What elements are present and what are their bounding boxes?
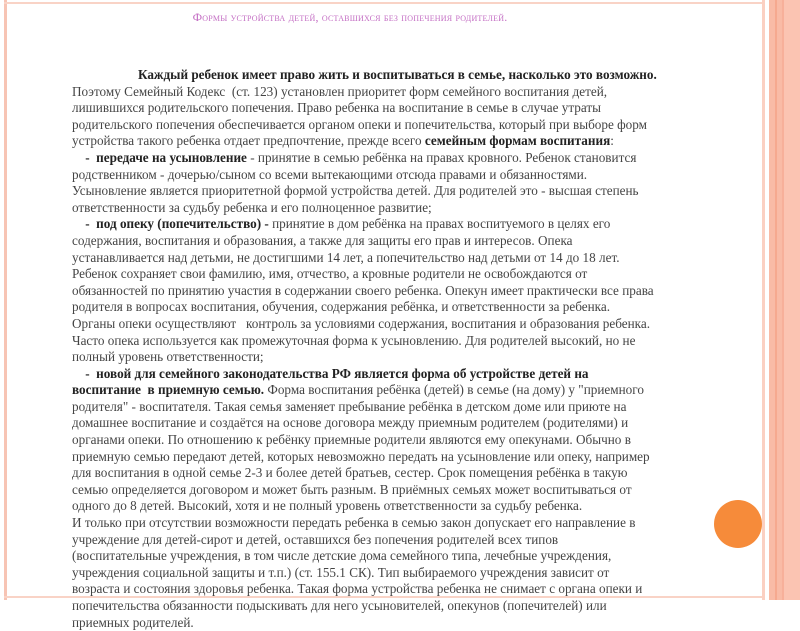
text: устройства такого ребенка отдает предпочтение, прежде всего	[72, 133, 425, 149]
text: домашнее воспитание и создаётся на основе договора между приемным родителем (родителями) и	[72, 415, 629, 431]
text: принятие в дом ребёнка на правах воспитуемого в целях его	[268, 216, 611, 232]
text	[72, 67, 138, 82]
text: И только при отсутствии возможности передать ребенка в семью закон допускает его направление в	[72, 515, 636, 531]
text-line	[72, 366, 732, 383]
text-line	[72, 482, 732, 499]
text-line	[72, 598, 732, 615]
bold-text: - новой для семейного законодательства РФ является форма об устройстве детей на	[72, 365, 589, 381]
text-line	[72, 382, 732, 399]
text-line	[72, 349, 732, 366]
text-line	[72, 299, 732, 316]
text-line	[72, 233, 732, 250]
text-line	[72, 333, 732, 350]
text-line	[72, 200, 732, 217]
text: (воспитательные учреждения, в том числе детские дома семейного типа, лечебные учреждения,	[72, 548, 612, 564]
text: возраста и состояния здоровья ребенка. Такая форма устройства ребенка не снимает с органа опеки и	[72, 581, 643, 597]
bold-text: Каждый ребенок имеет право жить и воспитываться в семье, насколько это возможно.	[137, 67, 657, 82]
text: родителя" - воспитателя. Такая семья заменяет пребывание ребёнка в детском доме или приюте на	[72, 398, 627, 414]
text: родственником - дочерью/сыном со всеми вытекающими отсюда правами и обязанностями.	[72, 166, 588, 182]
text: семью определяется договором и может быть разным. В приёмных семьях может воспитываться от	[72, 481, 632, 497]
text: устанавливается над детьми, не достигшими 14 лет, а попечительство над детьми от 14 до 18 лет.	[72, 249, 620, 265]
slide-title: Формы устройства детей, оставшихся без попечения родителей.	[192, 10, 508, 24]
text: обязанностей по принятию участия в содержании своего ребенка. Опекун имеет практически все права	[72, 282, 654, 298]
text: приемную семью передают детей, которых невозможно передать на усыновление или опеку, например	[72, 448, 650, 464]
text: приемных родителей.	[72, 614, 194, 630]
text-line	[72, 84, 732, 101]
text-line	[72, 183, 732, 200]
text-line	[72, 316, 732, 333]
text-line	[72, 117, 732, 134]
text-line	[72, 283, 732, 300]
text: ответственности за судьбу ребенка и его полноценное развитие;	[72, 199, 432, 215]
slide-frame-left	[4, 0, 7, 600]
text-line	[72, 415, 732, 432]
text-line	[72, 167, 732, 184]
text-line	[72, 565, 732, 582]
text: лишившихся родительского попечения. Право ребенка на воспитание в семье в случае утраты	[72, 100, 602, 116]
text: родителя в вопросах воспитания, обучения, содержания ребёнка, и ответственности за ребенка.	[72, 299, 611, 315]
text: :	[610, 133, 614, 149]
text: учреждение для детей-сирот и детей, оставшихся без попечения родителей всех типов	[72, 531, 559, 547]
text: учреждения социальной защиты и т.п.) (ст. 155.1 СК). Тип выбираемого учреждения зависит от	[72, 564, 610, 580]
slide-frame-top	[4, 2, 764, 4]
text: Органы опеки осуществляют контроль за условиями содержания, воспитания и образования ребенка.	[72, 315, 650, 331]
text-line	[72, 216, 732, 233]
text-line	[72, 250, 732, 267]
bold-text: - под опеку (попечительство) -	[72, 216, 269, 232]
text: Ребенок сохраняет свои фамилию, имя, отчество, а кровные родители не освобождаются от	[72, 266, 588, 282]
text-line	[72, 615, 732, 631]
text: для воспитания в одной семье 2-3 и более детей братьев, сестер. Срок помещения ребёнка в такую	[72, 465, 628, 481]
text-line	[72, 515, 732, 532]
text-line	[72, 266, 732, 283]
text: содержания, воспитания и образования, а также для защиты его прав и интересов. Опека	[72, 232, 573, 248]
bold-text: - передаче на усыновление	[72, 149, 247, 165]
text-line	[72, 150, 732, 167]
text: Форма воспитания ребёнка (детей) в семье (на дому) у "приемного	[264, 382, 644, 398]
text-line	[72, 581, 732, 598]
slide-body-text	[72, 67, 732, 631]
text-line	[72, 399, 732, 416]
text-line	[72, 498, 732, 515]
text-line	[72, 100, 732, 117]
text: попечительства обязанности подыскивать для него усыновителей, опекунов (попечителей) или	[72, 598, 607, 613]
text: одного до 8 детей. Высокий, хотя и не полный уровень ответственности за судьбу ребенка.	[72, 498, 583, 514]
text: - принятие в семью ребёнка на правах кровного. Ребенок становится	[246, 149, 637, 165]
bold-text: семейным формам воспитания	[424, 133, 611, 149]
text-line	[72, 465, 732, 482]
decorative-stripes	[762, 0, 800, 600]
text-line	[72, 67, 732, 84]
text-line	[72, 432, 732, 449]
text-line	[72, 449, 732, 466]
text: органами опеки. По отношению к ребёнку приемные родители являются ему опекунами. Обычно в	[72, 432, 631, 448]
text: полный уровень ответственности;	[72, 349, 264, 365]
text: Часто опека используется как промежуточная форма к усыновлению. Для родителей высокий, но не	[72, 332, 636, 348]
text-line	[72, 133, 732, 150]
text: родительского попечения обеспечивается органом опеки и попечительства, который при выборе форм	[72, 116, 647, 132]
bold-text: воспитание в приемную семью.	[72, 382, 265, 398]
text-line	[72, 532, 732, 549]
text: Поэтому Семейный Кодекс (ст. 123) установлен приоритет форм семейного воспитания детей,	[72, 83, 608, 99]
text: Усыновление является приоритетной формой устройства детей. Для родителей это - высшая степень	[72, 183, 639, 199]
text-line	[72, 548, 732, 565]
